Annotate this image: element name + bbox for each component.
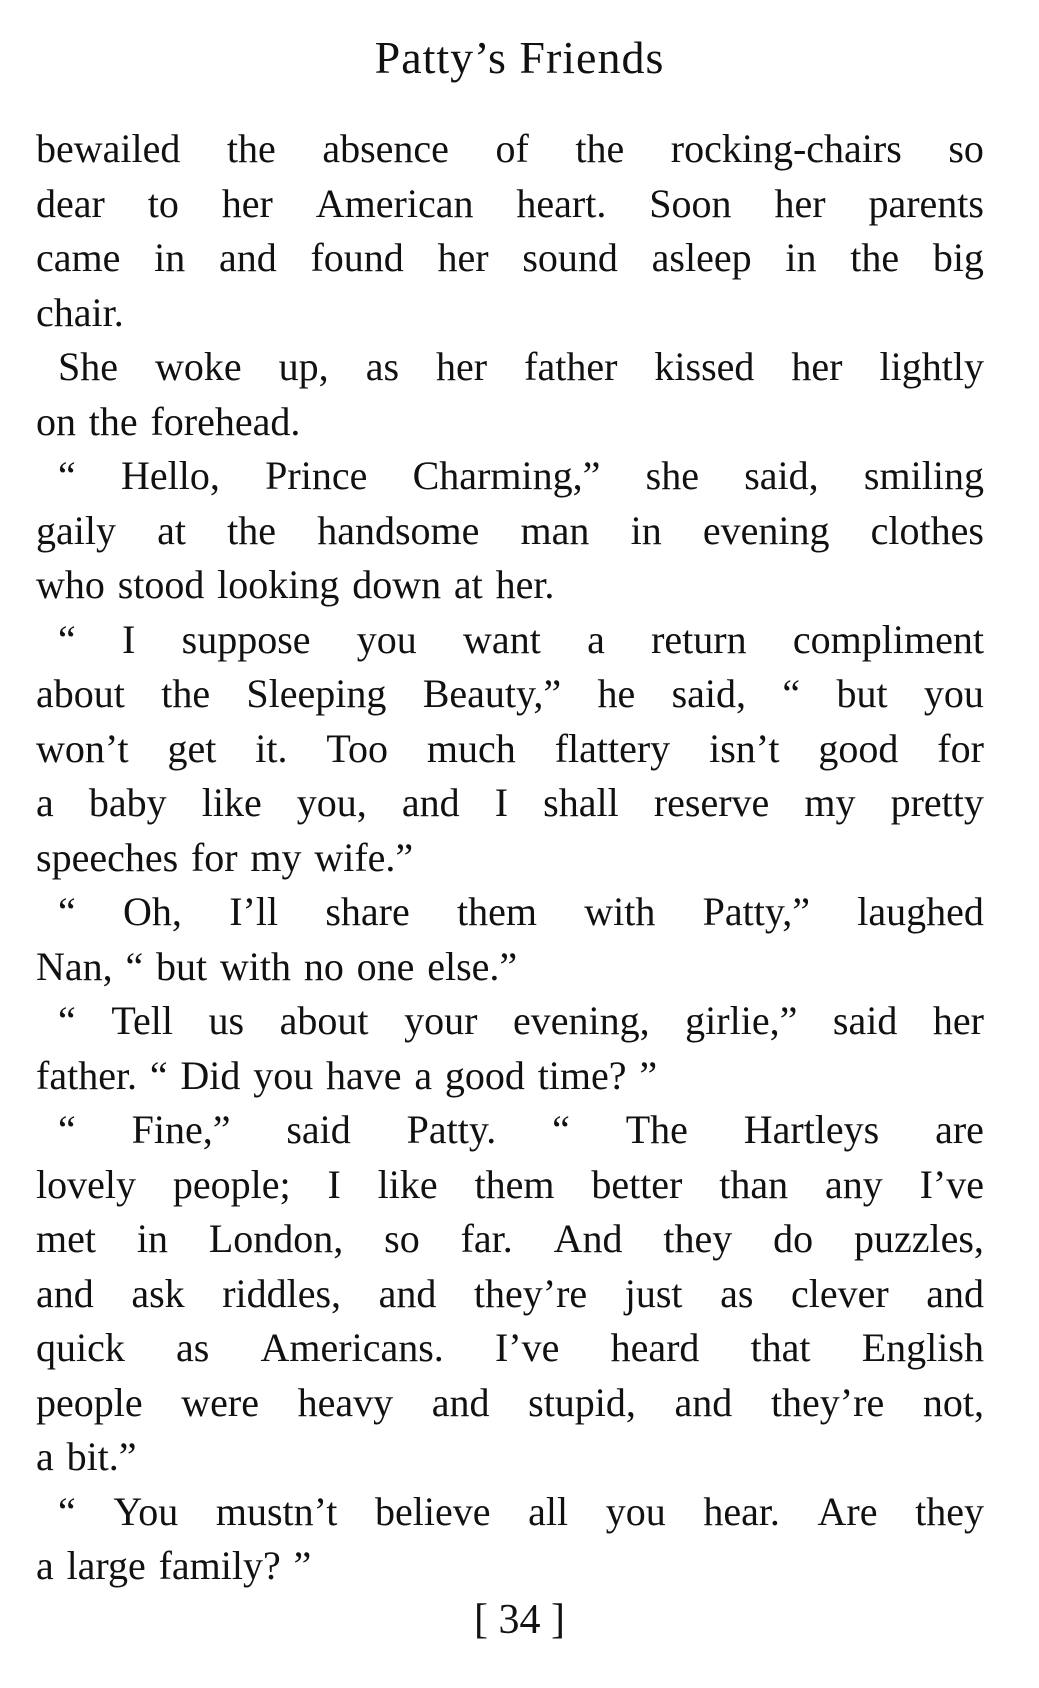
word: Nan, xyxy=(36,943,113,989)
word: a xyxy=(36,780,54,825)
word: baby xyxy=(88,780,167,825)
word: the xyxy=(850,235,900,280)
word: Did xyxy=(180,1052,241,1098)
word: Hello, xyxy=(121,453,220,498)
word: “ xyxy=(58,453,76,498)
word: compliment xyxy=(792,616,984,662)
word: isn’t xyxy=(709,725,780,771)
word: with xyxy=(584,889,656,934)
text-line xyxy=(36,1376,984,1431)
word: “ xyxy=(58,889,76,934)
word: man xyxy=(520,507,590,553)
word: who xyxy=(36,562,105,607)
word: Soon xyxy=(649,180,732,226)
word: he xyxy=(597,671,636,716)
word: “ xyxy=(782,671,801,716)
word: her xyxy=(437,235,489,280)
word: You xyxy=(113,1488,179,1534)
word: the xyxy=(161,671,211,716)
word: you xyxy=(923,671,984,716)
text-line xyxy=(36,340,984,395)
word: Oh, xyxy=(123,889,182,934)
text-line xyxy=(36,1321,984,1376)
word: suppose xyxy=(181,616,311,662)
word: wife.” xyxy=(314,834,414,880)
word: believe xyxy=(375,1488,491,1534)
text-line xyxy=(36,1158,984,1213)
text-line xyxy=(36,885,984,940)
text-line xyxy=(36,1430,984,1485)
word: mustn’t xyxy=(215,1488,338,1534)
word: “ xyxy=(58,998,76,1043)
word: people; xyxy=(172,1161,291,1207)
word: Patty. xyxy=(406,1107,497,1152)
word: so xyxy=(948,126,984,171)
word: them xyxy=(457,889,537,934)
word: evening, xyxy=(512,998,650,1043)
word: she xyxy=(645,453,699,498)
word: “ xyxy=(58,1488,76,1534)
text-line xyxy=(36,231,984,286)
word: not, xyxy=(922,1379,984,1425)
page-number: [ 34 ] xyxy=(474,1597,565,1643)
word: of xyxy=(495,126,529,171)
word: large xyxy=(66,1543,146,1588)
word: lightly xyxy=(879,344,984,389)
word: Hartleys xyxy=(743,1107,880,1152)
word: stupid, xyxy=(528,1379,636,1425)
word: heard xyxy=(610,1325,700,1370)
word: as xyxy=(176,1325,210,1370)
word: they xyxy=(663,1216,733,1261)
word: lovely xyxy=(36,1161,136,1207)
text-line xyxy=(36,395,984,450)
word: with xyxy=(219,943,292,989)
word: And xyxy=(553,1216,623,1261)
word: shall xyxy=(543,780,619,825)
word: kissed xyxy=(654,344,755,389)
word: said xyxy=(832,998,898,1043)
word: a xyxy=(587,616,605,662)
word: her xyxy=(774,180,826,226)
word: have xyxy=(326,1052,402,1098)
word: “ xyxy=(552,1107,570,1152)
word: and xyxy=(401,780,460,825)
word: like xyxy=(377,1161,438,1207)
text-line xyxy=(36,1539,984,1594)
word: Too xyxy=(326,725,389,771)
word: want xyxy=(463,616,541,662)
word: just xyxy=(624,1270,683,1316)
word: Americans. xyxy=(260,1325,444,1370)
text-line xyxy=(36,940,984,995)
word: her xyxy=(436,344,488,389)
word: no xyxy=(303,943,344,989)
word: girlie,” xyxy=(685,998,798,1043)
word: heavy xyxy=(297,1379,394,1425)
word: and xyxy=(378,1270,437,1316)
word: they’re xyxy=(473,1270,588,1316)
word: laughed xyxy=(857,889,984,934)
word: flattery xyxy=(554,725,671,771)
word: Tell xyxy=(111,998,173,1043)
word: my xyxy=(804,780,856,825)
word: for xyxy=(190,834,238,880)
word: the xyxy=(575,126,625,171)
word: and xyxy=(674,1379,733,1425)
word: us xyxy=(208,998,245,1043)
word: better xyxy=(591,1161,683,1207)
word: ask xyxy=(131,1270,185,1316)
word: people xyxy=(36,1379,143,1425)
word: your xyxy=(404,998,478,1043)
word: English xyxy=(861,1325,984,1370)
word: parents xyxy=(868,180,984,226)
word: won’t xyxy=(36,725,129,771)
word: said, xyxy=(744,453,819,498)
word: stood xyxy=(117,562,205,607)
text-line xyxy=(36,994,984,1049)
word: time? xyxy=(537,1052,627,1098)
word: at xyxy=(453,562,483,607)
word: American xyxy=(315,180,474,226)
word: quick xyxy=(36,1325,125,1370)
word: up, xyxy=(278,344,329,389)
word: gaily xyxy=(36,507,116,553)
word: far. xyxy=(460,1216,513,1261)
word: it. xyxy=(255,725,288,771)
text-line xyxy=(36,667,984,722)
word: the xyxy=(227,507,277,553)
word: London, xyxy=(208,1216,344,1261)
text-line xyxy=(36,722,984,777)
word: they xyxy=(915,1488,984,1534)
word: She xyxy=(58,344,118,389)
word: a xyxy=(414,1052,433,1098)
word: Sleeping xyxy=(246,671,387,716)
word: big xyxy=(932,235,984,280)
word: were xyxy=(181,1379,259,1425)
word: rocking-chairs xyxy=(670,126,902,171)
word: found xyxy=(310,235,404,280)
word: you xyxy=(605,1488,666,1534)
word: pretty xyxy=(890,780,984,825)
body-text xyxy=(36,122,984,1594)
text-line xyxy=(36,504,984,559)
text-line xyxy=(36,1049,984,1104)
word: said xyxy=(286,1107,351,1152)
word: the xyxy=(88,398,138,444)
word: “ xyxy=(125,943,144,989)
word: to xyxy=(147,180,179,226)
word: I xyxy=(122,616,136,662)
word: came xyxy=(36,235,121,280)
text-line xyxy=(36,831,984,886)
word: father. xyxy=(36,1052,138,1098)
text-line xyxy=(36,1103,984,1158)
word: good xyxy=(444,1052,525,1098)
word: “ xyxy=(58,1107,76,1152)
word: a xyxy=(36,1543,54,1588)
word: I xyxy=(327,1161,341,1207)
word: on xyxy=(36,398,76,444)
text-line xyxy=(36,286,984,341)
word: reserve xyxy=(653,780,770,825)
word: met xyxy=(36,1216,96,1261)
word: smiling xyxy=(863,453,984,498)
word: you, xyxy=(296,780,367,825)
word: in xyxy=(785,235,817,280)
word: and xyxy=(218,235,277,280)
text-line xyxy=(36,613,984,668)
word: Fine,” xyxy=(131,1107,231,1152)
word: ” xyxy=(639,1052,658,1098)
word: I xyxy=(494,780,509,825)
word: dear xyxy=(36,180,105,226)
word: one xyxy=(356,943,415,989)
word: The xyxy=(625,1107,688,1152)
word: sound xyxy=(522,235,618,280)
word: in xyxy=(154,235,186,280)
word: in xyxy=(136,1216,168,1261)
word: like xyxy=(201,780,262,825)
word: but xyxy=(156,943,208,989)
word: said, xyxy=(671,671,747,716)
word: the xyxy=(226,126,276,171)
word: down xyxy=(352,562,442,607)
word: Charming,” xyxy=(412,453,601,498)
running-head: Patty’s Friends xyxy=(374,32,665,83)
word: her. xyxy=(495,562,555,607)
text-line xyxy=(36,1485,984,1540)
word: and xyxy=(431,1379,490,1425)
word: her xyxy=(221,180,273,226)
word: do xyxy=(773,1216,814,1261)
word: you xyxy=(356,616,417,662)
word: ” xyxy=(293,1543,312,1588)
word: much xyxy=(426,725,516,771)
word: get xyxy=(167,725,217,771)
word: any xyxy=(824,1161,883,1207)
text-line xyxy=(36,776,984,831)
word: you xyxy=(253,1052,314,1098)
text-line xyxy=(36,449,984,504)
word: Prince xyxy=(265,453,368,498)
word: clever xyxy=(790,1270,889,1316)
word: return xyxy=(651,616,747,662)
text-line xyxy=(36,558,984,613)
word: handsome xyxy=(317,507,480,553)
word: they’re xyxy=(770,1379,885,1425)
text-line xyxy=(36,177,984,232)
word: hear. xyxy=(703,1488,780,1534)
word: at xyxy=(157,507,187,553)
word: all xyxy=(528,1488,569,1534)
word: that xyxy=(750,1325,811,1370)
text-line xyxy=(36,122,984,177)
word: evening xyxy=(702,507,830,553)
word: about xyxy=(279,998,369,1043)
word: them xyxy=(474,1161,555,1207)
word: so xyxy=(384,1216,420,1261)
word: clothes xyxy=(870,507,984,553)
word: Are xyxy=(817,1488,878,1534)
word: “ xyxy=(149,1052,168,1098)
word: forehead. xyxy=(150,398,301,444)
word: and xyxy=(926,1270,984,1316)
word: in xyxy=(630,507,662,553)
word: riddles, xyxy=(222,1270,342,1316)
word: good xyxy=(818,725,899,771)
word: speeches xyxy=(36,834,179,880)
word: her xyxy=(932,998,984,1043)
word: bit.” xyxy=(66,1434,137,1479)
word: puzzles, xyxy=(853,1216,984,1261)
word: I’ll xyxy=(229,889,279,934)
text-line xyxy=(36,1267,984,1322)
word: a xyxy=(36,1434,54,1479)
word: “ xyxy=(58,616,76,662)
word: about xyxy=(36,671,125,716)
word: for xyxy=(937,725,984,771)
word: I’ve xyxy=(919,1161,984,1207)
word: are xyxy=(935,1107,984,1152)
word: her xyxy=(791,344,843,389)
word: Beauty,” xyxy=(422,671,562,716)
word: heart. xyxy=(516,180,607,226)
word: Patty,” xyxy=(702,889,811,934)
word: woke xyxy=(155,344,242,389)
word: family? xyxy=(158,1543,281,1588)
word: absence xyxy=(322,126,449,171)
word: as xyxy=(365,344,400,389)
word: asleep xyxy=(651,235,752,280)
word: my xyxy=(250,834,302,880)
word: else.” xyxy=(427,943,518,989)
word: but xyxy=(836,671,888,716)
word: bewailed xyxy=(36,126,181,171)
word: I’ve xyxy=(494,1325,560,1370)
word: chair. xyxy=(36,289,124,335)
word: looking xyxy=(217,562,340,607)
word: than xyxy=(719,1161,789,1207)
word: and xyxy=(36,1270,94,1316)
word: share xyxy=(325,889,410,934)
text-line xyxy=(36,1212,984,1267)
word: as xyxy=(720,1270,754,1316)
word: father xyxy=(524,344,618,389)
